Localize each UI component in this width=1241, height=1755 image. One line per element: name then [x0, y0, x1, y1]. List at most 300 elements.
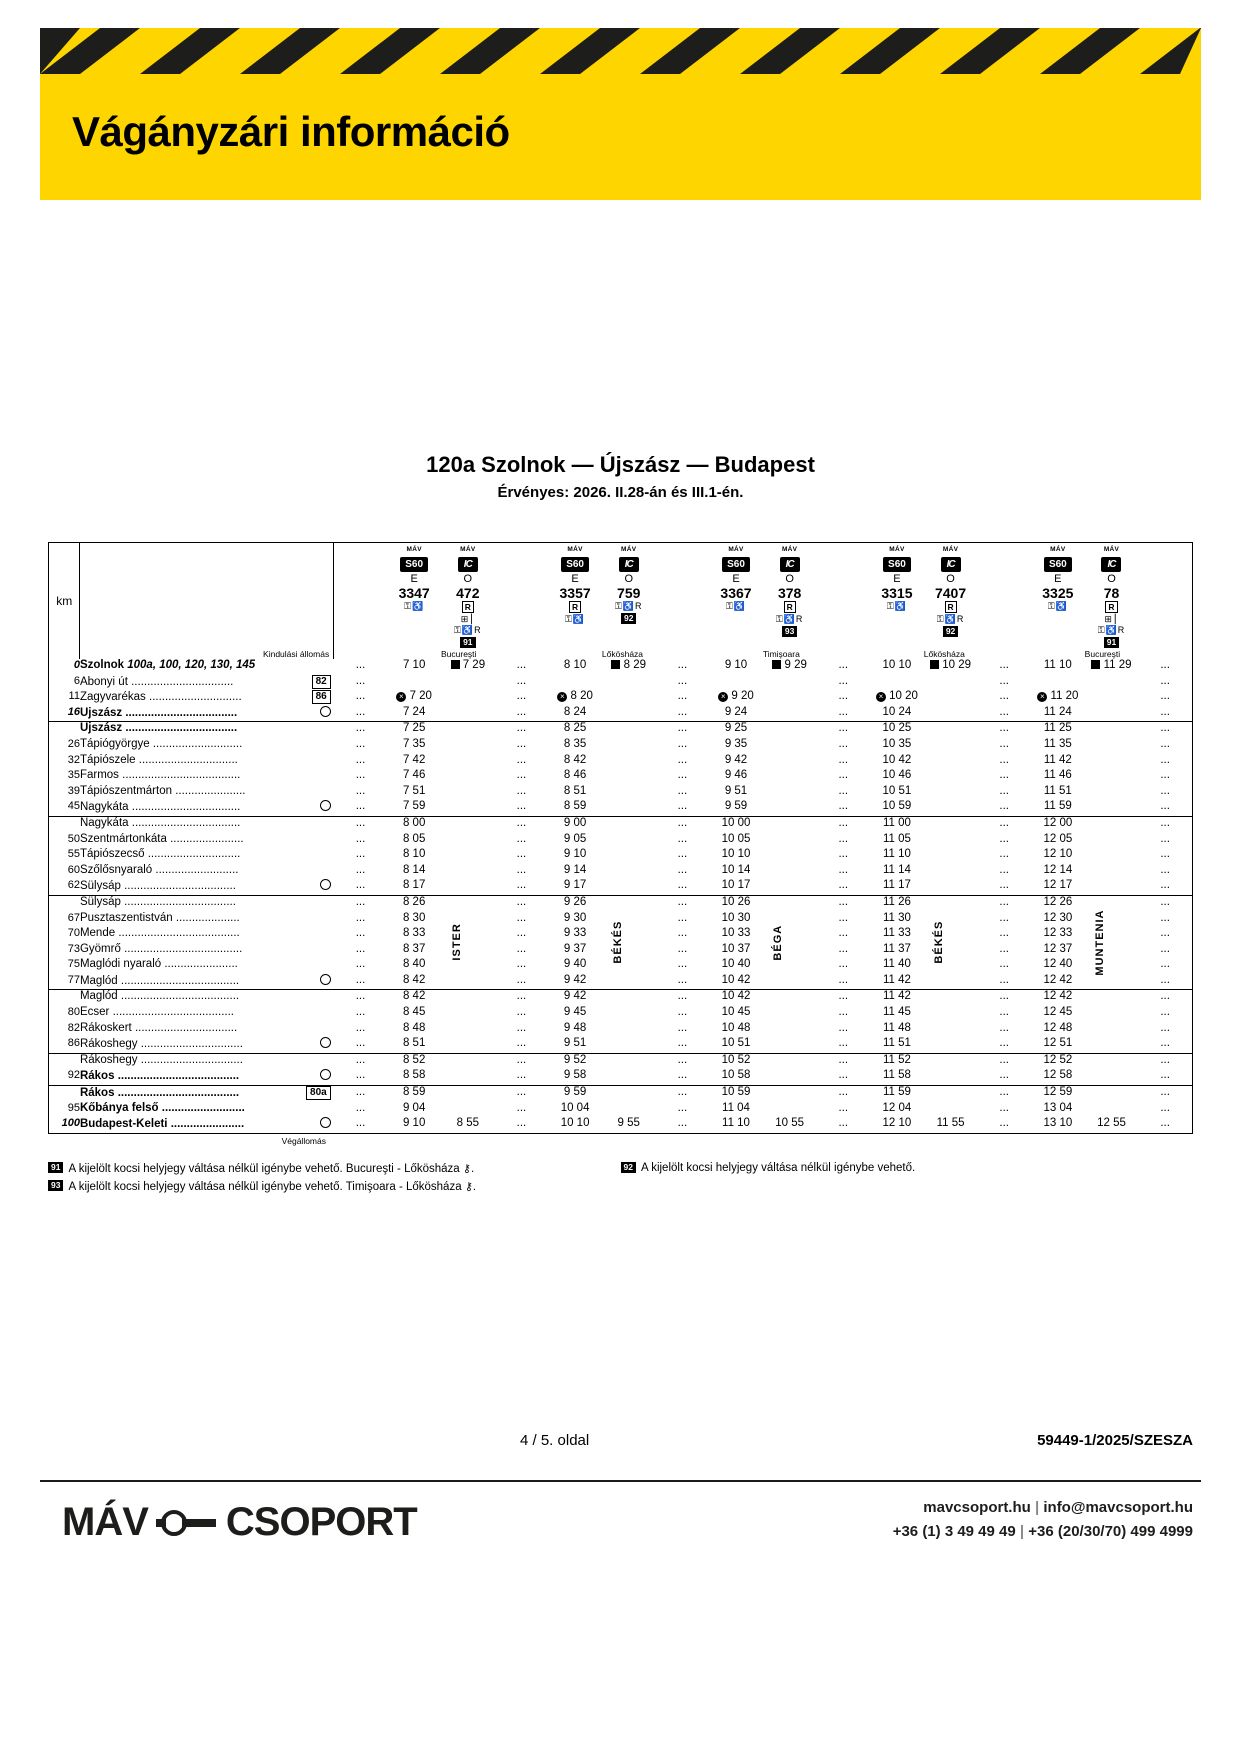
- row-time: 9 59: [548, 1086, 602, 1102]
- row-time: 7 46: [402, 769, 426, 782]
- train-number: 472: [456, 585, 480, 601]
- row-time: 10 10: [721, 848, 751, 861]
- train-number: 3325: [1042, 585, 1074, 601]
- row-time: ...: [516, 705, 527, 718]
- row-time: ...: [355, 1037, 366, 1050]
- row-time: 8 42: [402, 973, 426, 986]
- row-time: ...: [999, 1037, 1009, 1050]
- row-time: 11 46: [1043, 769, 1072, 782]
- line-box: 80a: [306, 1086, 331, 1100]
- row-time: [441, 895, 495, 911]
- row-time: [602, 754, 656, 770]
- row-time: ...: [355, 848, 366, 861]
- row-time: ...: [516, 832, 527, 845]
- row-time: ...: [999, 1006, 1009, 1019]
- leader-dots: .......................: [170, 832, 244, 845]
- leader-dots: .............................: [147, 848, 241, 861]
- row-time: 10 29: [924, 659, 978, 675]
- row-time: ...: [516, 1101, 527, 1114]
- row-time: 10 51: [882, 784, 912, 797]
- square-marker-icon: [772, 660, 781, 669]
- row-time: ...: [355, 911, 366, 924]
- train-class: E: [893, 573, 901, 585]
- row-time: 7 10: [402, 659, 426, 671]
- row-time: 10 40: [721, 958, 751, 971]
- station-name: Abonyi út: [79, 675, 128, 688]
- row-time: ...: [838, 958, 849, 971]
- row-time: ...: [1160, 753, 1170, 766]
- row-time: [441, 833, 495, 849]
- row-time: ...: [677, 942, 688, 955]
- row-time: 9 30: [563, 911, 587, 924]
- station-name: Nagykáta: [79, 816, 129, 829]
- station-name: Ecser: [79, 1006, 110, 1019]
- row-time: 12 52: [1031, 1053, 1085, 1069]
- row-time: ...: [516, 911, 527, 924]
- row-time: ...: [999, 705, 1009, 718]
- row-time: [1085, 1069, 1139, 1085]
- row-time: [924, 895, 978, 911]
- row-time: 12 37: [1043, 942, 1073, 955]
- row-time: [441, 1102, 495, 1118]
- row-time: ...: [677, 879, 688, 892]
- row-time: 9 40: [563, 958, 587, 971]
- row-station: [80, 927, 334, 943]
- row-time: [1085, 1086, 1139, 1102]
- train-class: O: [785, 573, 794, 585]
- row-time: [1085, 879, 1139, 895]
- station-name: Rákoshegy: [79, 1038, 138, 1051]
- row-time: ...: [355, 753, 366, 766]
- station-name: Szőlősnyaraló: [79, 863, 153, 876]
- row-time: 9 29: [763, 659, 817, 675]
- row-time: ...: [355, 1069, 366, 1082]
- row-km: 16: [67, 705, 80, 718]
- row-time: [441, 1022, 495, 1038]
- table-row: [49, 738, 1193, 754]
- row-km: [49, 722, 80, 738]
- row-time: ...: [677, 848, 688, 861]
- row-time: ...: [516, 942, 527, 955]
- train-origin: Bucureşti: [440, 649, 477, 659]
- table-row: [49, 785, 1193, 801]
- row-time: [441, 675, 495, 691]
- row-time: [870, 675, 924, 691]
- row-time: 9 04: [402, 1101, 426, 1114]
- transfer-circle-icon: [320, 1069, 331, 1080]
- row-time: 11 33: [882, 927, 911, 940]
- station-name: Szentmártonkáta: [79, 832, 167, 845]
- square-marker-icon: [451, 660, 460, 669]
- row-time: [602, 675, 656, 691]
- train-tag: IC: [458, 557, 478, 572]
- table-row: [49, 754, 1193, 770]
- row-time: 8 25: [548, 722, 602, 738]
- train-origin: [1031, 649, 1085, 659]
- row-station: [80, 943, 334, 959]
- row-time: 10 42: [709, 990, 763, 1006]
- square-marker-icon: [930, 660, 939, 669]
- row-time: ...: [999, 659, 1009, 671]
- row-time: [763, 675, 817, 691]
- row-time: ...: [1160, 769, 1170, 782]
- transfer-circle-icon: [320, 800, 331, 811]
- row-time: ...: [999, 753, 1009, 766]
- row-time: ...: [838, 879, 849, 892]
- row-time: ...: [495, 1086, 549, 1102]
- row-time: ...: [1160, 705, 1170, 718]
- row-time: [548, 675, 602, 691]
- row-km: 80: [67, 1006, 80, 1019]
- row-time: 10 46: [882, 769, 912, 782]
- row-time: ...: [516, 863, 527, 876]
- row-time: ...: [838, 973, 849, 986]
- row-time: [1085, 958, 1139, 974]
- row-time: 10 30: [721, 911, 751, 924]
- row-time: 12 58: [1043, 1069, 1073, 1082]
- row-time: 10 55: [775, 1117, 805, 1130]
- row-time: [763, 706, 817, 722]
- row-km: [49, 816, 80, 832]
- train-origin: Lőkösháza: [601, 649, 644, 659]
- train-number: 3315: [881, 585, 913, 601]
- reservation-icon: R: [1105, 601, 1117, 613]
- row-time: [763, 864, 817, 880]
- table-row: [49, 816, 1193, 832]
- row-km: 82: [67, 1021, 80, 1034]
- row-time: 9 35: [724, 737, 748, 750]
- row-time: ...: [838, 927, 849, 940]
- row-time: [1085, 1037, 1139, 1053]
- row-time: [441, 1069, 495, 1085]
- leader-dots: .......................: [164, 958, 238, 971]
- row-time: ...: [1160, 1069, 1170, 1082]
- row-time: [441, 1086, 495, 1102]
- train-brand: MÁV: [942, 546, 959, 553]
- row-time: ...: [1160, 958, 1170, 971]
- row-time: × 10 20: [870, 690, 924, 706]
- row-time: ...: [999, 832, 1009, 845]
- row-time: 10 10: [560, 1117, 590, 1130]
- row-time: 9 10: [724, 659, 748, 671]
- row-time: [1085, 785, 1139, 801]
- train-class: O: [624, 573, 633, 585]
- row-time: 9 51: [724, 784, 748, 797]
- row-time: ...: [999, 1021, 1009, 1034]
- train-name-label: BÉKÉS: [933, 921, 946, 965]
- leader-dots: ................................: [140, 1038, 243, 1051]
- row-time: 12 33: [1043, 927, 1073, 940]
- page-title: 120a Szolnok — Újszász — Budapest: [426, 452, 815, 477]
- transfer-circle-icon: [320, 1117, 331, 1128]
- row-time: 8 10: [563, 659, 587, 671]
- row-time: 10 05: [721, 832, 751, 845]
- row-time: 9 48: [563, 1021, 587, 1034]
- row-time: ...: [1160, 800, 1170, 813]
- row-time: [441, 990, 495, 1006]
- row-km: 77: [67, 973, 80, 986]
- train-name-label: BÉGA: [772, 924, 785, 961]
- row-time: ...: [677, 832, 688, 845]
- row-time: [763, 816, 817, 832]
- row-time: [602, 1086, 656, 1102]
- row-station: [80, 769, 334, 785]
- row-time: [1085, 1102, 1139, 1118]
- row-time: [602, 800, 656, 816]
- row-time: [763, 1006, 817, 1022]
- row-station: [80, 879, 334, 895]
- leader-dots: ...................................: [124, 895, 236, 908]
- train-brand: MÁV: [567, 546, 583, 553]
- row-time: [709, 675, 763, 691]
- row-time: ...: [1160, 848, 1170, 861]
- row-time: 9 33: [563, 927, 587, 940]
- row-time: 13 10: [1043, 1117, 1073, 1130]
- row-time: ...: [838, 911, 849, 924]
- train-brand: MÁV: [889, 546, 905, 553]
- row-time: 9 25: [709, 722, 763, 738]
- table-row: [49, 1117, 1193, 1133]
- row-station: [80, 848, 334, 864]
- station-name: Pusztaszentistván: [79, 911, 173, 924]
- row-km: 60: [67, 863, 80, 876]
- row-time: ...: [355, 942, 366, 955]
- row-time: ...: [1160, 973, 1170, 986]
- train-number: 378: [777, 585, 802, 601]
- row-time: [763, 943, 817, 959]
- row-time: ...: [677, 800, 688, 813]
- row-km: 35: [67, 769, 80, 782]
- train-class: O: [946, 573, 955, 585]
- row-station: [80, 1086, 334, 1102]
- row-time: [602, 990, 656, 1006]
- train-header-3325: [1031, 543, 1085, 650]
- station-name: Sülysáp: [79, 880, 121, 893]
- row-time: [924, 912, 978, 928]
- row-time: ...: [1160, 674, 1170, 687]
- row-time: ...: [355, 1117, 366, 1130]
- row-time: ...: [355, 879, 366, 892]
- hazard-stripe: [40, 28, 1201, 74]
- bicycle-icon: ⚿♿R: [1097, 625, 1126, 635]
- row-station: [80, 675, 334, 691]
- row-station: [80, 864, 334, 880]
- train-name-label: BÉKÉS: [611, 921, 624, 965]
- table-row: [49, 1006, 1193, 1022]
- row-time: [441, 912, 495, 928]
- row-time: 12 00: [1031, 816, 1085, 832]
- row-time: 9 17: [563, 879, 587, 892]
- station-lines: 100a, 100, 120, 130, 145: [127, 659, 256, 671]
- bicycle-icon: ⚿♿: [886, 601, 907, 611]
- row-time: 11 51: [882, 1037, 911, 1050]
- train-brand: MÁV: [460, 546, 476, 553]
- row-time: 8 33: [402, 927, 426, 940]
- row-time: ...: [355, 863, 366, 876]
- row-time: 12 48: [1043, 1021, 1073, 1034]
- leader-dots: ................................: [131, 675, 234, 688]
- train-brand: MÁV: [781, 546, 798, 553]
- document-id: 59449-1/2025/SZESZA: [1037, 1432, 1193, 1449]
- row-time: 8 00: [387, 816, 441, 832]
- row-time: 11 35: [1043, 737, 1072, 750]
- row-time: 11 05: [882, 832, 911, 845]
- row-time: ...: [838, 769, 849, 782]
- bicycle-icon: ⚿♿: [404, 601, 425, 611]
- table-row: [49, 1037, 1193, 1053]
- row-time: [1085, 675, 1139, 691]
- row-station: [80, 833, 334, 849]
- row-km: [49, 990, 80, 1006]
- footnote-92: [621, 1162, 1194, 1175]
- row-time: ...: [334, 1053, 388, 1069]
- row-time: ...: [495, 895, 549, 911]
- train-tag: S60: [1044, 557, 1072, 572]
- leader-dots: .......................: [170, 1118, 245, 1131]
- station-name: Mende: [79, 927, 116, 940]
- row-time: 11 26: [870, 895, 924, 911]
- row-time: [602, 816, 656, 832]
- row-time: [924, 864, 978, 880]
- row-time: ...: [355, 769, 366, 782]
- row-time: 11 00: [870, 816, 924, 832]
- row-time: [441, 754, 495, 770]
- row-time: 11 29: [1085, 659, 1139, 675]
- table-row: [49, 722, 1193, 738]
- row-time: [924, 833, 978, 849]
- row-km: 0: [73, 659, 80, 671]
- train-tag: S60: [722, 557, 750, 572]
- row-time: [924, 738, 978, 754]
- row-time: 9 55: [617, 1117, 640, 1130]
- row-time: ...: [838, 737, 849, 750]
- row-time: ...: [1160, 863, 1170, 876]
- leader-dots: .....................................: [120, 974, 240, 987]
- contact-phone-2: +36 (20/30/70) 499 4999: [1028, 1523, 1193, 1540]
- row-time: ...: [495, 722, 549, 738]
- row-station: [80, 754, 334, 770]
- row-time: 9 59: [724, 800, 748, 813]
- row-time: [441, 864, 495, 880]
- row-time: ...: [516, 737, 527, 750]
- row-station: [80, 974, 334, 990]
- table-row: [49, 800, 1193, 816]
- no-stop-icon: ×: [1037, 692, 1047, 702]
- row-time: [441, 927, 495, 943]
- bicycle-icon: ⚿♿: [725, 601, 747, 611]
- row-time: [924, 1022, 978, 1038]
- row-station: [80, 1102, 334, 1118]
- row-time: 11 37: [882, 942, 911, 955]
- row-time: 9 05: [563, 832, 587, 845]
- row-time: 10 48: [721, 1021, 751, 1034]
- row-time: ...: [999, 1069, 1009, 1082]
- train-name-label: ISTER: [450, 923, 463, 962]
- row-time: [602, 895, 656, 911]
- leader-dots: ................................: [140, 1053, 243, 1066]
- row-time: × 7 20: [387, 690, 441, 706]
- row-time: ...: [355, 1101, 366, 1114]
- row-time: ...: [838, 674, 849, 687]
- contact-web[interactable]: mavcsoport.hu: [923, 1499, 1031, 1516]
- row-time: ...: [516, 674, 527, 687]
- row-time: [924, 706, 978, 722]
- row-time: 8 52: [387, 1053, 441, 1069]
- row-time: ...: [334, 816, 388, 832]
- row-time: ...: [516, 753, 527, 766]
- row-time: [763, 738, 817, 754]
- square-marker-icon: [1091, 660, 1100, 669]
- row-time: ...: [1160, 737, 1170, 750]
- row-km: 86: [67, 1037, 80, 1050]
- row-time: 11 42: [882, 973, 911, 986]
- row-time: 10 42: [721, 973, 751, 986]
- row-time: ...: [355, 737, 366, 750]
- row-time: ...: [977, 895, 1031, 911]
- row-time: ...: [977, 1053, 1031, 1069]
- row-time: 12 55: [1097, 1117, 1126, 1130]
- row-time: 12 10: [1043, 848, 1073, 861]
- row-time: ...: [677, 958, 688, 971]
- row-time: [441, 879, 495, 895]
- row-time: 9 14: [563, 863, 587, 876]
- row-time: ...: [495, 1053, 549, 1069]
- row-km: [49, 895, 80, 911]
- row-station: [80, 816, 334, 832]
- table-row: [49, 833, 1193, 849]
- station-name: Kőbánya felső: [79, 1101, 159, 1114]
- contact-email[interactable]: info@mavcsoport.hu: [1043, 1499, 1193, 1516]
- footnote-93: [48, 1180, 621, 1193]
- row-time: ...: [999, 1117, 1009, 1130]
- mav-logo: [62, 1500, 417, 1545]
- row-time: ...: [1160, 1037, 1170, 1050]
- train-header-3357: [548, 543, 602, 650]
- row-time: ...: [334, 722, 388, 738]
- leader-dots: .....................................: [124, 942, 243, 955]
- leader-dots: ......................: [175, 784, 246, 797]
- row-time: 11 40: [882, 958, 911, 971]
- row-time: 12 30: [1043, 911, 1073, 924]
- train-tag: S60: [400, 557, 428, 572]
- table-row: [49, 769, 1193, 785]
- row-time: 7 35: [402, 737, 426, 750]
- row-time: ...: [838, 942, 849, 955]
- train-name-label: MUNTENIA: [1094, 909, 1107, 976]
- row-time: 11 58: [882, 1069, 911, 1082]
- row-time: 8 26: [387, 895, 441, 911]
- row-time: [602, 912, 656, 928]
- row-time: 7 42: [402, 753, 426, 766]
- row-km: 75: [67, 958, 80, 971]
- row-time: 12 14: [1043, 863, 1073, 876]
- km-header: km: [49, 543, 80, 660]
- station-name: Újszász: [79, 706, 123, 719]
- row-time: 10 10: [882, 659, 912, 671]
- row-time: [441, 958, 495, 974]
- row-time: ...: [999, 737, 1009, 750]
- train-class: E: [732, 573, 740, 585]
- row-time: ...: [1160, 942, 1170, 955]
- row-time: [602, 879, 656, 895]
- row-time: ...: [677, 674, 688, 687]
- row-time: 11 42: [1043, 753, 1072, 766]
- row-time: ...: [999, 927, 1009, 940]
- row-time: [763, 1069, 817, 1085]
- row-time: 10 26: [709, 895, 763, 911]
- line-box: 82: [312, 675, 331, 689]
- row-time: [602, 848, 656, 864]
